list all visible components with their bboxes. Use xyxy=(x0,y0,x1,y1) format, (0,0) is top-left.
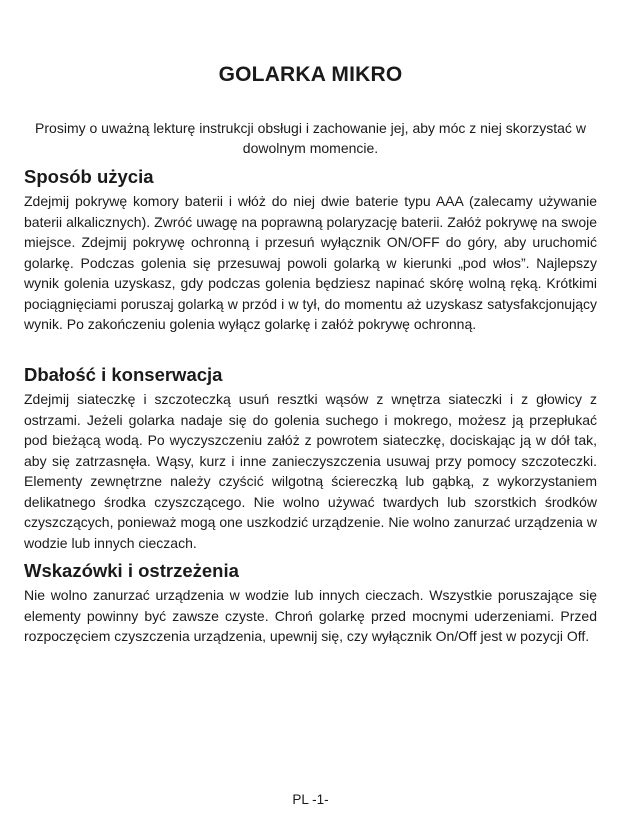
section-body: Zdejmij siateczkę i szczoteczką usuń resztki wąsów z wnętrza siateczki i z głowicy z ostrzami. Jeżeli golarka nadaje się do golenia suchego i mokrego, możesz ją przepłukać pod bieżącą wodą. Po wyczyszczeniu załóż z powrotem siateczkę, dociskając ją w dół tak, aby się zatrzasnęła. Wąsy, kurz i inne zanieczyszczenia usuwaj przy pomocy szczoteczki. Elementy zewnętrzne należy czyścić wilgotną ściereczką lub gąbką, z wykorzystaniem delikatnego środka czyszczącego. Nie wolno używać twardych lub szorstkich środków czyszczących, ponieważ mogą one uszkodzić urządzenie. Nie wolno zanurzać urządzenia w wodzie lub innych cieczach. xyxy=(24,391,597,551)
section-body: Nie wolno zanurzać urządzenia w wodzie lub innych cieczach. Wszystkie poruszające się elementy powinny być zawsze czyste. Chroń golarkę przed mocnymi uderzeniami. Przed rozpoczęciem czyszczenia urządzenia, upewnij się, czy wyłącznik On/Off jest w pozycji Off. xyxy=(24,587,597,644)
intro-paragraph: Prosimy o uważną lekturę instrukcji obsługi i zachowanie jej, aby móc z niej skorzystać w dowolnym momencie. xyxy=(35,120,586,156)
section-care xyxy=(24,363,597,553)
section-heading: Wskazówki i ostrzeżenia xyxy=(24,560,239,581)
page-number: PL -1- xyxy=(292,792,329,807)
section-heading: Dbałość i konserwacja xyxy=(24,364,223,385)
section-body: Zdejmij pokrywę komory baterii i włóż do niej dwie baterie typu AAA (zalecamy używanie baterii alkalicznych). Zwróć uwagę na poprawną polaryzację baterii. Załóż pokrywę na swoje miejsce. Zdejmij pokrywę ochronną i przesuń wyłącznik ON/OFF do góry, aby uruchomić golarkę. Podczas golenia się przesuwaj powoli golarką w kierunki „pod włos”. Najlepszy wynik golenia uzyskasz, gdy podczas golenia będziesz napinać skórę wolną ręką. Krótkimi pociągnięciami poruszaj golarką w przód i w tył, do momentu aż uzyskasz satysfakcjonujący wynik. Po zakończeniu golenia wyłącz golarkę i załóż pokrywę ochronną. xyxy=(24,193,597,332)
section-usage xyxy=(24,165,597,335)
section-warnings xyxy=(24,559,597,647)
page-title: GOLARKA MIKRO xyxy=(218,63,403,86)
section-heading: Sposób użycia xyxy=(24,166,154,187)
